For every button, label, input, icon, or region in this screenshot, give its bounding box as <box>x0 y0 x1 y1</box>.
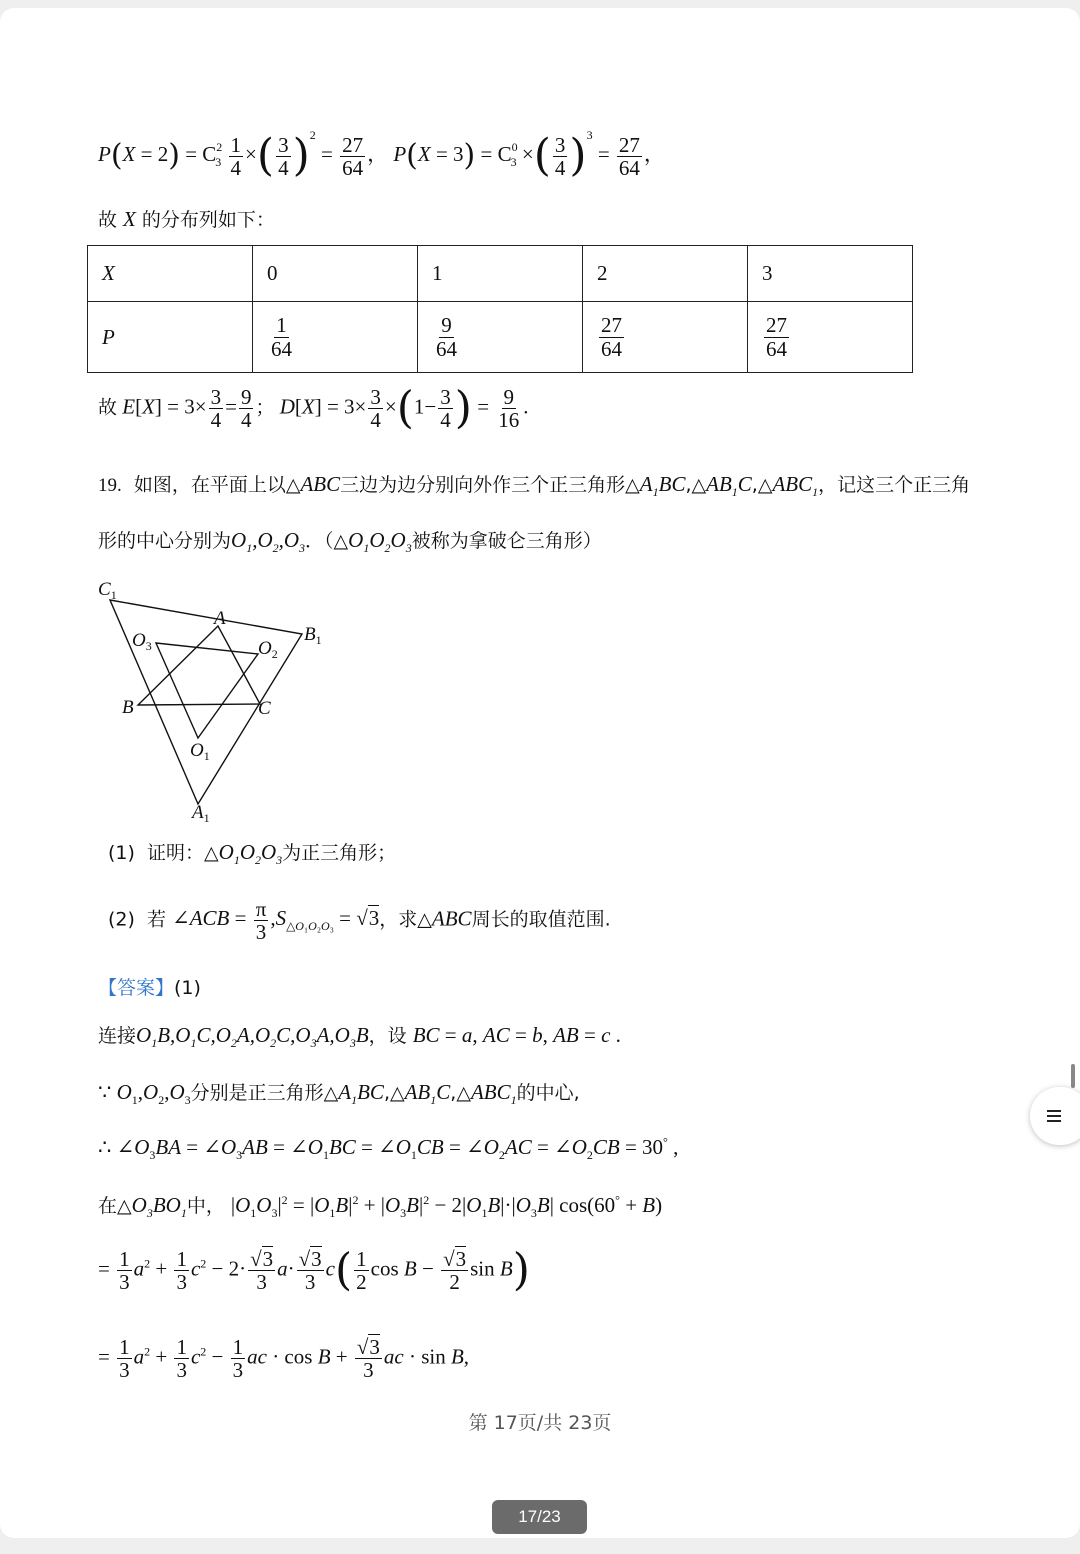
napoleon-triangle-figure <box>90 568 350 828</box>
document-page <box>0 8 1080 1538</box>
solution-because: ∵ $O_1,O_2,O_3$分别是正三角形$\triangle A_1BC,\triangle AB_1C,\triangle ABC_1$的中心, <box>98 1080 580 1108</box>
table-cell: $\frac{27}{64}$ <box>748 302 913 373</box>
label-c1: $C_1$ <box>98 579 117 602</box>
page-indicator[interactable]: 17/23 <box>492 1500 587 1534</box>
answer-heading: 【答案】(1) <box>98 977 201 999</box>
label-o1: $O_1$ <box>190 740 210 763</box>
probability-line: $P(X = 2) = C^2_3$ $\frac{1}{4}$ ×( $\frac{3}{4}$ )$^2$ = $\frac{27}{64}$ ， $P(X = 3) = C^0_3$ ×( $\frac{3}{4}$ )$^3$ = $\frac{27}{64}$ ， <box>98 128 665 182</box>
expectation-line: 故 E[X] = 3× $\frac{3}{4}$ = $\frac{9}{4}$ ； D[X] = 3× $\frac{3}{4}$ ×(1− $\frac{3}{4}$ ) = $\frac{9}{16}$ . <box>98 382 529 434</box>
part-2: (2) 若 ∠ACB = $\frac{\pi}{3}$ $,S_{\triangle O_1O_2O_3} = √3$，求△ABC周长的取值范围. <box>108 897 611 945</box>
label-c: C <box>258 698 271 719</box>
solution-step-2: = $\frac{1}{3}$ $a^2$ + $\frac{1}{3}$ $c^2$ − $\frac{1}{3}$ ac · cos B + $\frac{√3}{3}$ ac · sin B, <box>98 1335 470 1383</box>
table-cell: $\frac{1}{64}$ <box>253 302 418 373</box>
table-cell: 1 <box>418 246 583 302</box>
table-row <box>88 302 913 373</box>
menu-button[interactable] <box>1030 1087 1080 1145</box>
question-19-line1: 19. 如图，在平面上以△ABC三边为边分别向外作三个正三角形$\triangle A_1BC,\triangle AB_1C,\triangle ABC_1$，记这三个正三角 <box>98 472 971 500</box>
solution-law-of-cosines: 在$\triangle O_3BO_1$中， $|O_1O_3|^2 = |O_1B|^2 + |O_3B|^2 - 2|O_1B|\cdot|O_3B|$ cos(60° + B) <box>98 1193 663 1221</box>
table-cell: $\frac{9}{64}$ <box>418 302 583 373</box>
solution-connect: 连接$O_1B,O_1C,O_2A,O_2C,O_3A,O_3B$，设 BC = a, AC = b, AB = c . <box>98 1023 621 1051</box>
table-cell: 0 <box>253 246 418 302</box>
label-o2: $O_2$ <box>258 638 278 661</box>
table-row <box>88 246 913 302</box>
label-a: A <box>214 608 226 629</box>
hamburger-menu-icon <box>1044 1107 1064 1125</box>
question-19-line2: 形的中心分别为$O_1,O_2,O_3$．（$\triangle O_1O_2O_3$被称为拿破仑三角形） <box>98 528 602 556</box>
distribution-intro: 故 X 的分布列如下： <box>98 207 275 231</box>
triangle-abc <box>138 626 260 705</box>
table-cell: 2 <box>583 246 748 302</box>
napoleon-triangle <box>156 643 258 738</box>
table-cell: X <box>88 246 253 302</box>
table-cell: P <box>88 302 253 373</box>
part-1: (1) 证明：$\triangle O_1O_2O_3$为正三角形； <box>108 840 397 868</box>
distribution-table <box>87 245 913 373</box>
solution-step-1: = $\frac{1}{3}$ $a^2$ + $\frac{1}{3}$ $c^2 - 2\cdot$ $\frac{√3}{3}$ a· $\frac{√3}{3}$ c( $\frac{1}{2}$ cos B − $\frac{√3}{2}$ sin B) <box>98 1244 530 1296</box>
table-cell: $\frac{27}{64}$ <box>583 302 748 373</box>
scrollbar-thumb[interactable] <box>1071 1064 1075 1088</box>
label-o3: $O_3$ <box>132 630 152 653</box>
label-a1: $A_1$ <box>192 802 210 825</box>
solution-angles: ∴ $\angle O_3BA$ = $\angle O_3AB$ = $\angle O_1BC$ = $\angle O_1CB$ = $\angle O_2AC$ = $\angle O_2CB = 30^\circ$ , <box>98 1135 679 1163</box>
table-cell: 3 <box>748 246 913 302</box>
page-footer: 第 17页/共 23页 <box>468 1412 612 1434</box>
label-b: B <box>122 697 134 718</box>
label-b1: $B_1$ <box>304 624 322 647</box>
